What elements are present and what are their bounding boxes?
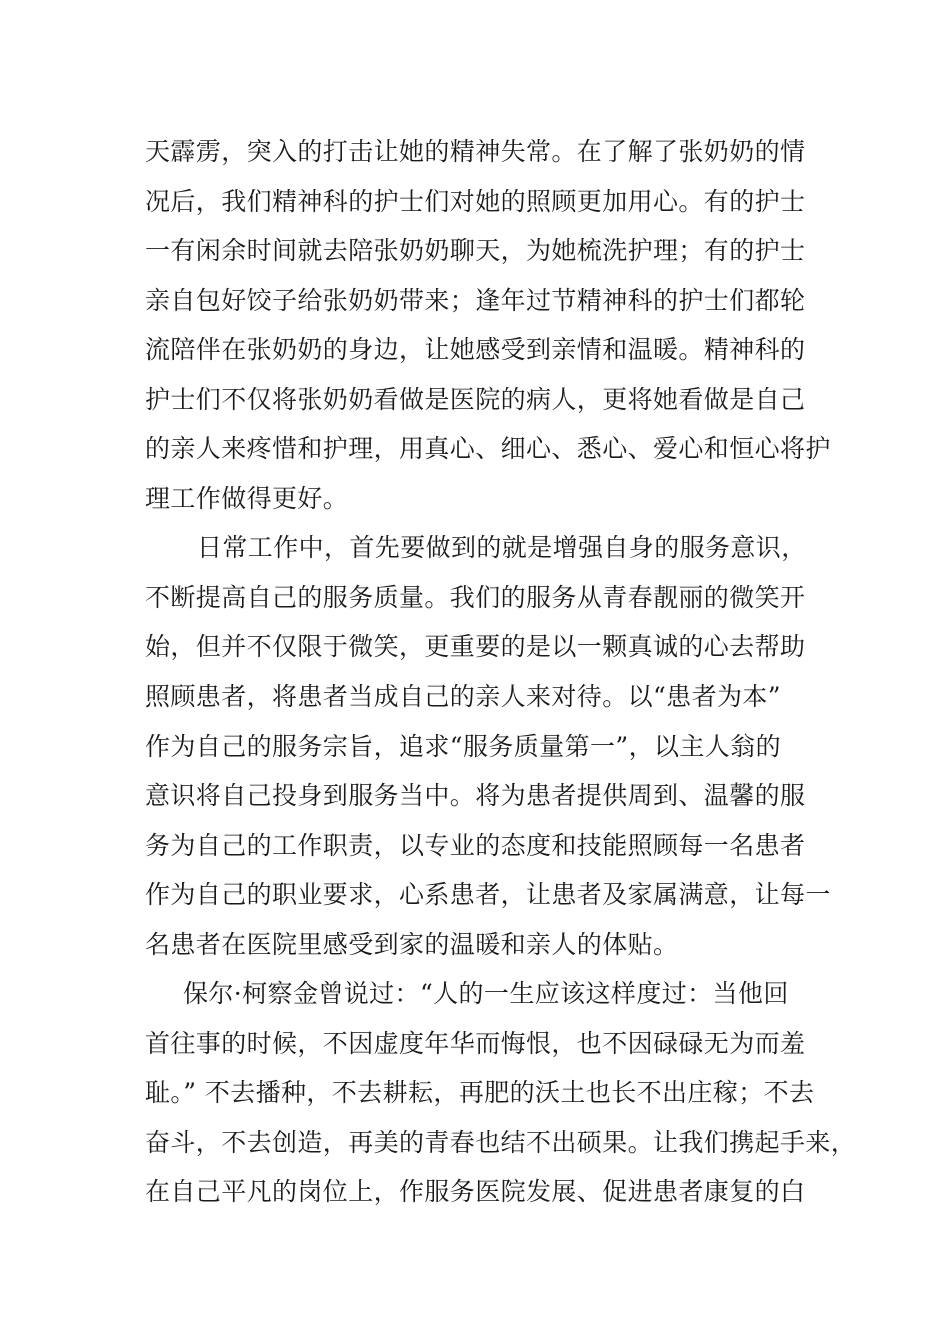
text-line: 亲自包好饺子给张奶奶带来；逢年过节精神科的护士们都轮 bbox=[145, 285, 806, 315]
text-line: 的亲人来疼惜和护理，用真心、细心、悉心、爱心和恒心将护 bbox=[145, 434, 831, 464]
paragraph-1 bbox=[145, 127, 831, 523]
text-line: 在自己平凡的岗位上，作服务医院发展、促进患者康复的白 bbox=[145, 1177, 806, 1207]
text-line: 作为自己的职业要求，心系患者，让患者及家属满意，让每一 bbox=[145, 880, 831, 910]
text-line: 况后，我们精神科的护士们对她的照顾更加用心。有的护士 bbox=[145, 186, 806, 216]
text-line: 意识将自己投身到服务当中。将为患者提供周到、温馨的服 bbox=[145, 781, 806, 811]
text-line: 护士们不仅将张奶奶看做是医院的病人，更将她看做是自己 bbox=[145, 384, 806, 414]
text-line: 不断提高自己的服务质量。我们的服务从青春靓丽的微笑开 bbox=[145, 582, 806, 612]
text-line: 流陪伴在张奶奶的身边，让她感受到亲情和温暖。精神科的 bbox=[145, 335, 806, 365]
text-line: 日常工作中，首先要做到的就是增强自身的服务意识， bbox=[197, 533, 807, 563]
text-line: 奋斗，不去创造，再美的青春也结不出硕果。让我们携起手来， bbox=[145, 1127, 857, 1157]
body-text bbox=[145, 127, 857, 1217]
paragraph-3 bbox=[145, 969, 857, 1217]
text-line: 保尔·柯察金曾说过：“人的一生应该这样度过：当他回 bbox=[183, 979, 789, 1009]
text-line: 一有闲余时间就去陪张奶奶聊天，为她梳洗护理；有的护士 bbox=[145, 236, 806, 266]
text-line: 作为自己的服务宗旨，追求“服务质量第一”，以主人翁的 bbox=[145, 731, 781, 761]
text-line: 务为自己的工作职责，以专业的态度和技能照顾每一名患者 bbox=[145, 830, 806, 860]
text-line: 天霹雳，突入的打击让她的精神失常。在了解了张奶奶的情 bbox=[145, 137, 806, 166]
text-line: 理工作做得更好。 bbox=[145, 483, 349, 513]
text-line: 始，但并不仅限于微笑，更重要的是以一颗真诚的心去帮助 bbox=[145, 632, 806, 662]
text-line: 名患者在医院里感受到家的温暖和亲人的体贴。 bbox=[145, 929, 679, 959]
paragraph-2 bbox=[145, 523, 831, 969]
text-line: 照顾患者，将患者当成自己的亲人来对待。以“患者为本” bbox=[145, 682, 781, 712]
text-line: 耻。” 不去播种，不去耕耘，再肥的沃土也长不出庄稼；不去 bbox=[145, 1078, 815, 1108]
text-line: 首往事的时候，不因虚度年华而悔恨，也不因碌碌无为而羞 bbox=[145, 1028, 806, 1058]
